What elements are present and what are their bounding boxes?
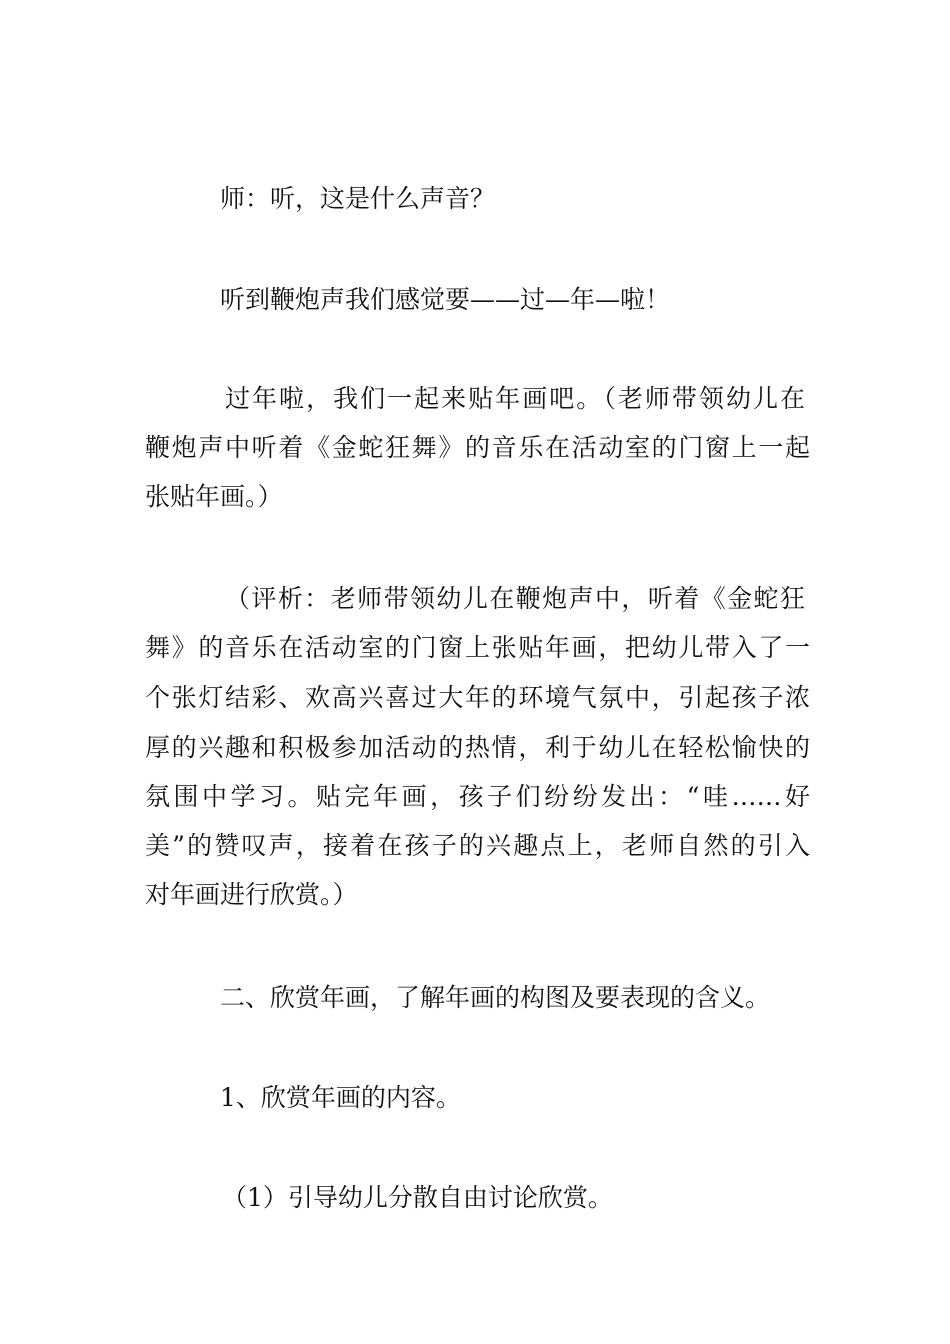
paragraph-line: 过年啦，我们一起来贴年画吧。（老师带领幼儿在 — [225, 384, 805, 413]
dialogue-line-firecrackers: 听到鞭炮声我们感觉要——过—年—啦！ — [220, 285, 671, 314]
commentary-line: 美”的赞叹声，接着在孩子的兴趣点上，老师自然的引入 — [145, 831, 810, 860]
commentary-line: 氛围中学习。贴完年画，孩子们纷纷发出：“哇……好 — [145, 782, 810, 811]
commentary-line: 厚的兴趣和积极参加活动的热情，利于幼儿在轻松愉快的 — [145, 733, 810, 762]
subsection-heading: 1、欣赏年画的内容。 — [220, 1083, 461, 1112]
paragraph-line: 张贴年画。） — [145, 482, 283, 511]
commentary-line: （评析：老师带领幼儿在鞭炮声中，听着《金蛇狂 — [225, 584, 805, 613]
commentary-line: 个张灯结彩、欢高兴喜过大年的环境气氛中，引起孩子浓 — [145, 683, 810, 712]
section-heading: 二、欣赏年画，了解年画的构图及要表现的含义。 — [220, 983, 771, 1012]
list-item: （1）引导幼儿分散自由讨论欣赏。 — [222, 1183, 613, 1212]
commentary-line: 对年画进行欣赏。） — [145, 880, 358, 909]
paragraph-line: 鞭炮声中听着《金蛇狂舞》的音乐在活动室的门窗上一起 — [145, 433, 810, 462]
dialogue-line-teacher: 师：听，这是什么声音？ — [220, 184, 496, 213]
commentary-line: 舞》的音乐在活动室的门窗上张贴年画，把幼儿带入了一 — [145, 633, 810, 662]
